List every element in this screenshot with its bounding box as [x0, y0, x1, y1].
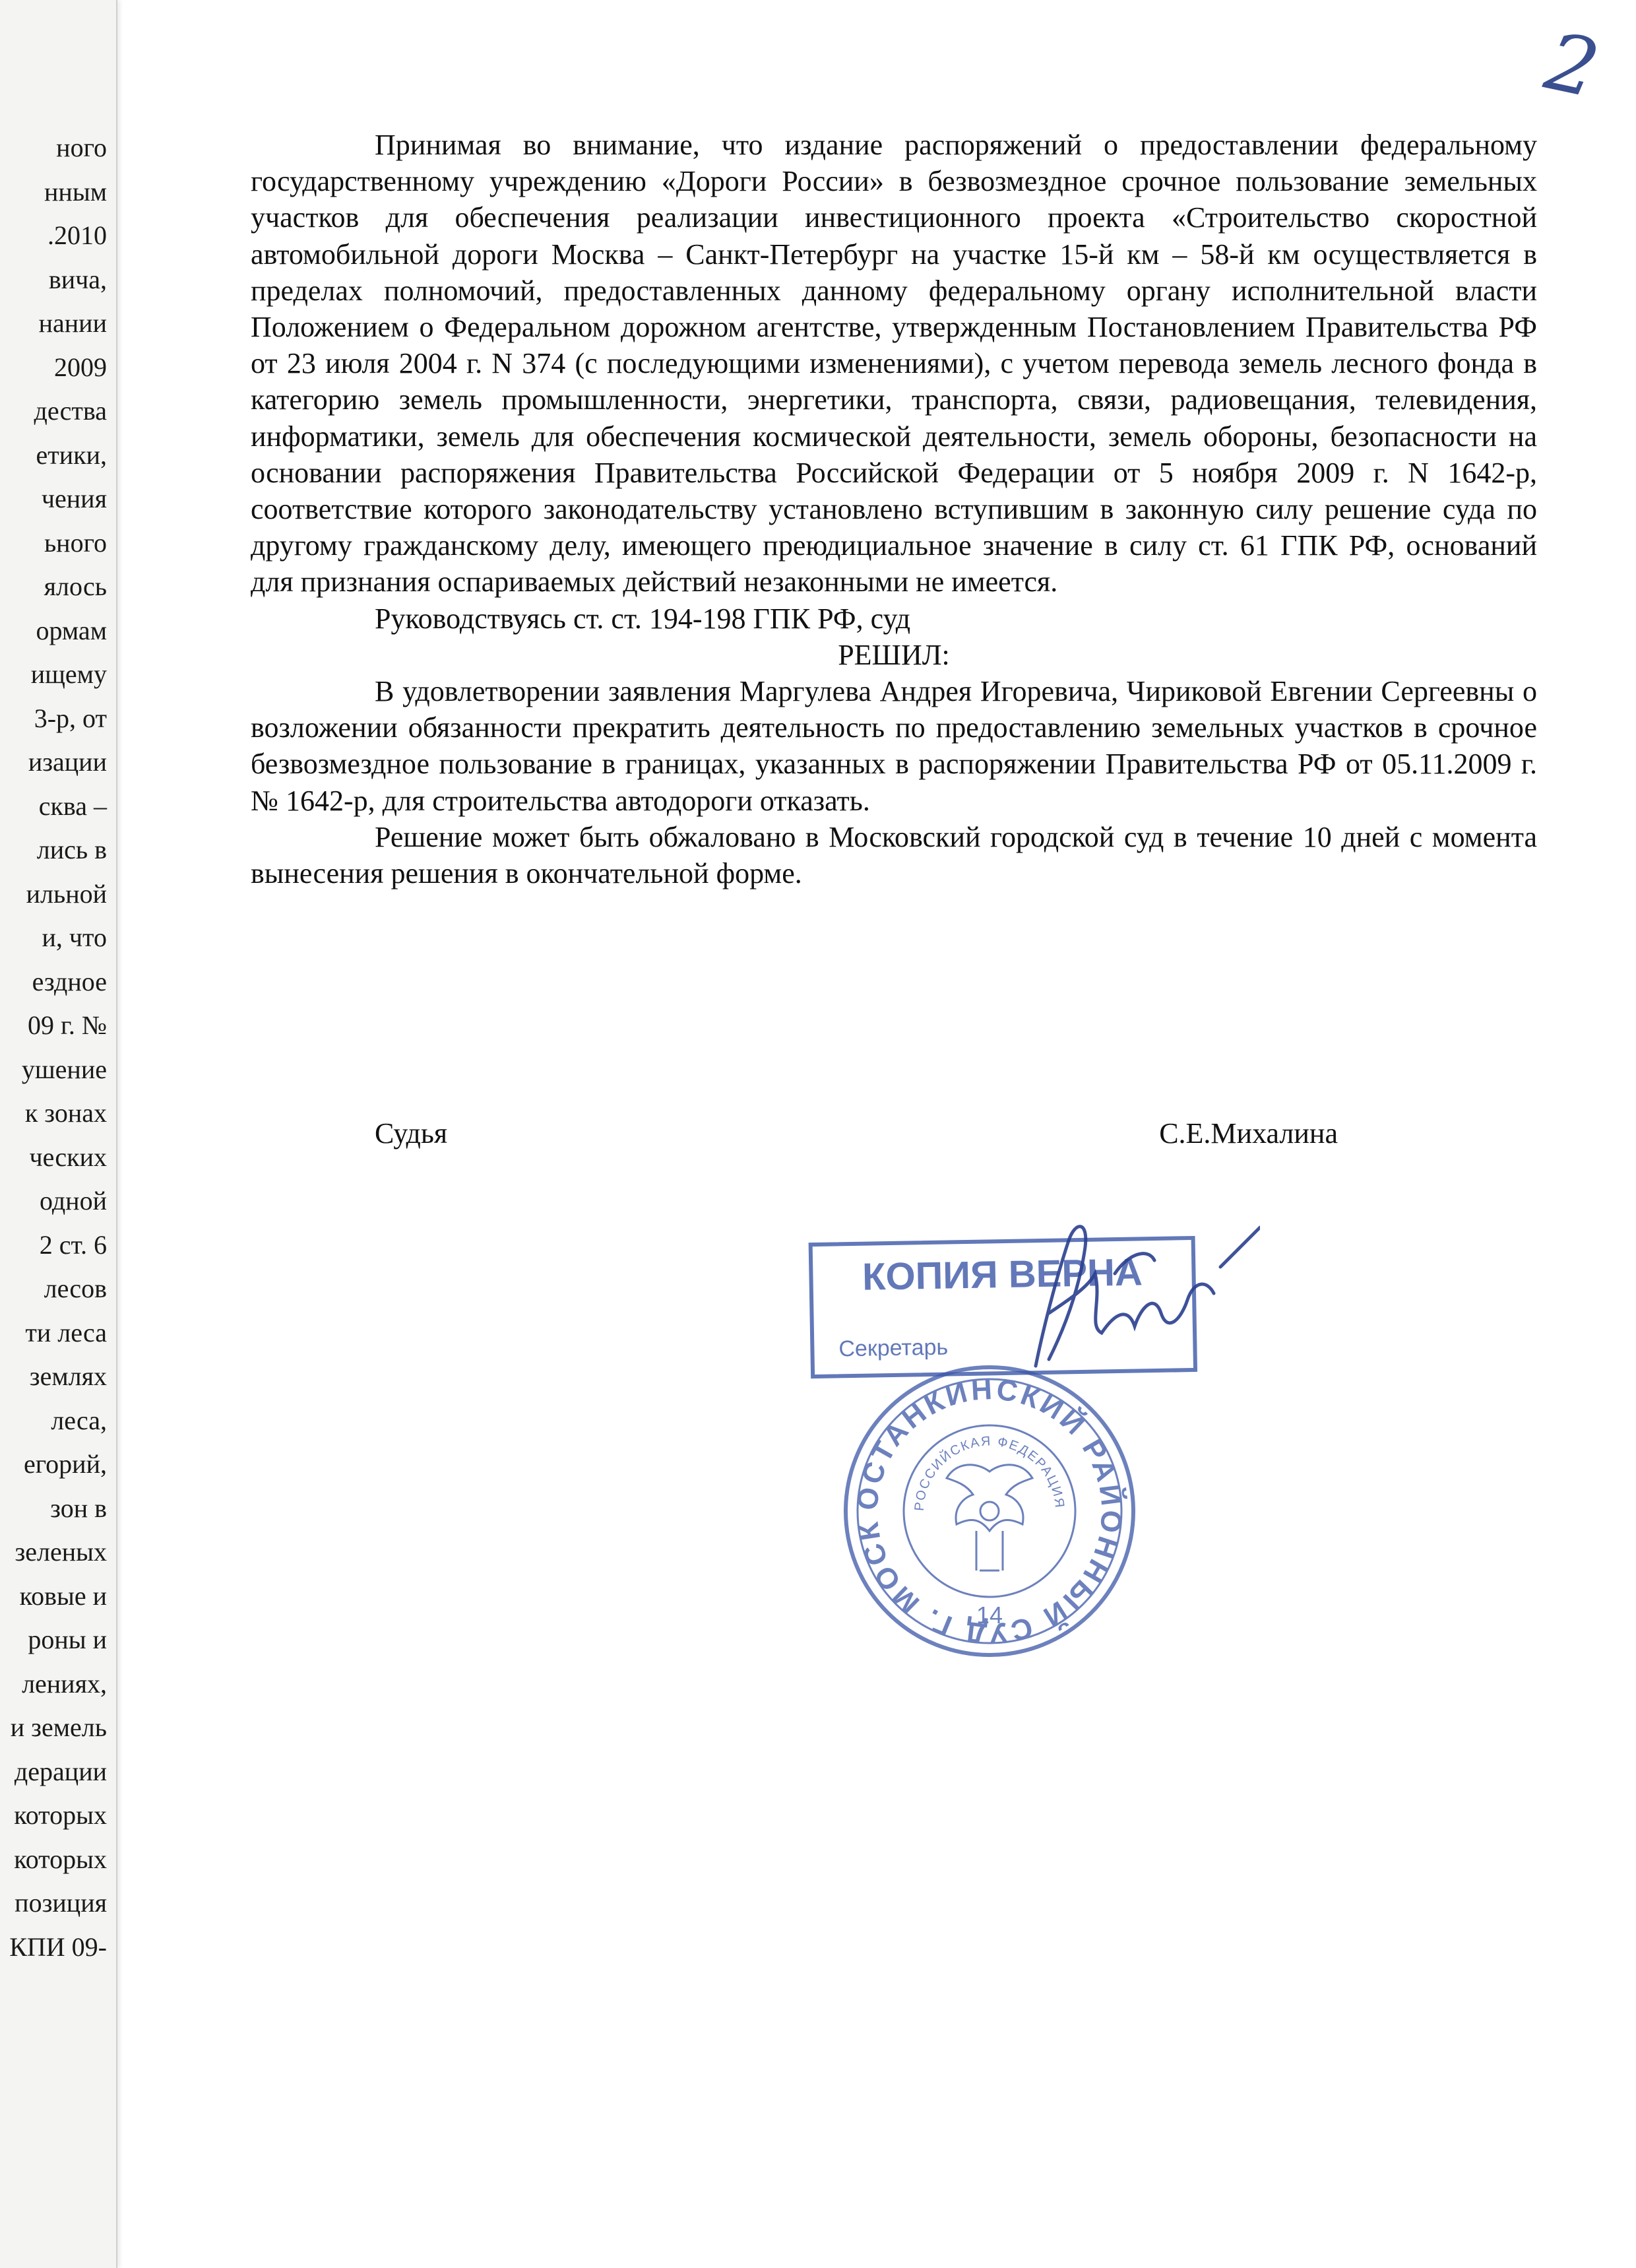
handwritten-page-number: 2: [1538, 15, 1607, 116]
seal-number: 14: [976, 1602, 1003, 1629]
previous-page-fragment: сква –: [38, 791, 107, 821]
previous-page-fragment: 2009: [54, 352, 107, 382]
decision-paragraph: В удовлетворении заявления Маргулева Андрея Игоревича, Чириковой Евгении Сергеевны о возложении обязанности прекратить деятельность по предоставлению земельных участков в срочное безвозмездное пользование в границах, указанных в распоряжении Правительства РФ от 05.11.2009 г. № 1642-р, для строительства автодороги отказать.: [251, 675, 1537, 817]
double-headed-eagle-emblem: [947, 1465, 1032, 1571]
previous-page-fragment: и земель: [10, 1712, 107, 1742]
previous-page-fragment: ушение: [21, 1054, 107, 1084]
previous-page-fragment: ного: [56, 133, 107, 162]
previous-page-edge: [0, 0, 117, 2268]
previous-page-fragment: лись в: [36, 835, 107, 864]
judge-role: Судья: [375, 1117, 448, 1150]
previous-page-fragment: 3-р, от: [34, 703, 107, 733]
guided-by-paragraph: Руководствуясь ст. ст. 194-198 ГПК РФ, суд: [375, 602, 911, 635]
previous-page-fragment: землях: [29, 1361, 107, 1391]
previous-page-fragment: етики,: [36, 439, 107, 470]
previous-page-fragment: егорий,: [24, 1449, 107, 1479]
previous-page-fragment: нании: [38, 308, 107, 338]
previous-page-fragment: ческих: [29, 1142, 107, 1172]
copy-verified-rect-stamp: [811, 1238, 1195, 1377]
previous-page-fragment: дества: [34, 396, 107, 426]
previous-page-fragment: лениях,: [22, 1668, 107, 1699]
previous-page-fragment: ильной: [26, 878, 107, 909]
previous-page-fragment: ковые и: [19, 1580, 107, 1611]
previous-page-fragment: вича,: [48, 264, 107, 294]
decision-heading: РЕШИЛ:: [838, 638, 950, 671]
previous-page-fragment: ищему: [30, 659, 107, 689]
previous-page-fragment: ти леса: [25, 1317, 107, 1347]
previous-page-fragment: изации: [28, 747, 107, 777]
appeal-paragraph: Решение может быть обжаловано в Московский городской суд в течение 10 дней с момента вынесения решения в окончательной форме.: [251, 820, 1537, 890]
judge-name: С.Е.Михалина: [1159, 1117, 1338, 1150]
previous-page-fragment: ялось: [44, 571, 107, 601]
previous-page-fragment: КПИ 09-: [9, 1931, 107, 1962]
previous-page-fragment: ьного: [44, 527, 107, 558]
previous-page-fragment: 09 г. №: [27, 1010, 107, 1040]
previous-page-fragment: которых: [14, 1800, 107, 1830]
previous-page-fragment: роны и: [28, 1625, 107, 1654]
stamp-title: КОПИЯ ВЕРНА: [862, 1250, 1143, 1299]
previous-page-fragment: чения: [41, 484, 107, 513]
previous-page-fragment: дерации: [14, 1756, 107, 1786]
previous-page-fragment: лесов: [44, 1274, 107, 1303]
court-seal-and-signature: [759, 1201, 1260, 1676]
previous-page-fragment: и, что: [42, 923, 107, 952]
reasoning-paragraph: Принимая во внимание, что издание распоряжений о предоставлении федеральному государственному учреждению «Дороги России» в безвозмездное срочное пользование земельных участков для обеспечения реализации инвестиционного проекта «Строительство скоростной автомобильной дороги Москва – Санкт-Петербург на участке 15-й км – 58-й км осуществляется в пределах полномочий, предоставленных данному федеральному органу исполнительной власти Положением о Федеральном дорожном агентстве, утвержденным Постановлением Правительства РФ от 23 июля 2004 г. N 374 (с последующими изменениями), с учетом перевода земель лесного фонда в категорию земель промышленности, энергетики, транспорта, связи, радиовещания, телевидения, информатики, земель для обеспечения космической деятельности, земель обороны, безопасности на основании распоряжения Правительства Российской Федерации от 5 ноября 2009 г. N 1642-р, соответствие которого законодательству установлено вступившим в законную силу решение суда по другому гражданскому делу, имеющего преюдициальное значение в силу ст. 61 ГПК РФ, оснований для признания оспариваемых действий незаконными не имеется.: [251, 129, 1537, 599]
seal-inner-text: РОССИЙСКАЯ ФЕДЕРАЦИЯ: [912, 1434, 1067, 1512]
handwritten-signature: [1036, 1227, 1260, 1366]
document-body: [251, 127, 1537, 891]
previous-page-fragment: леса,: [51, 1405, 107, 1435]
previous-page-fragment: одной: [39, 1186, 107, 1215]
previous-page-fragment: нным: [44, 176, 107, 207]
stamp-secretary: Секретарь: [838, 1334, 949, 1362]
previous-page-fragment: зеленых: [15, 1537, 107, 1567]
previous-page-fragment: которых: [14, 1844, 107, 1874]
previous-page-fragment: позиция: [15, 1888, 107, 1918]
previous-page-fragment: .2010: [47, 220, 107, 250]
previous-page-fragment: к зонах: [24, 1098, 107, 1128]
previous-page-fragment: ормам: [36, 615, 107, 645]
previous-page-fragment: 2 ст. 6: [39, 1229, 107, 1260]
seal-court-name: ОСТАНКИНСКИЙ РАЙОННЫЙ СУД Г. МОСК: [851, 1373, 1128, 1650]
previous-page-fragment: ездное: [32, 966, 107, 996]
previous-page-fragment: зон в: [50, 1493, 107, 1523]
